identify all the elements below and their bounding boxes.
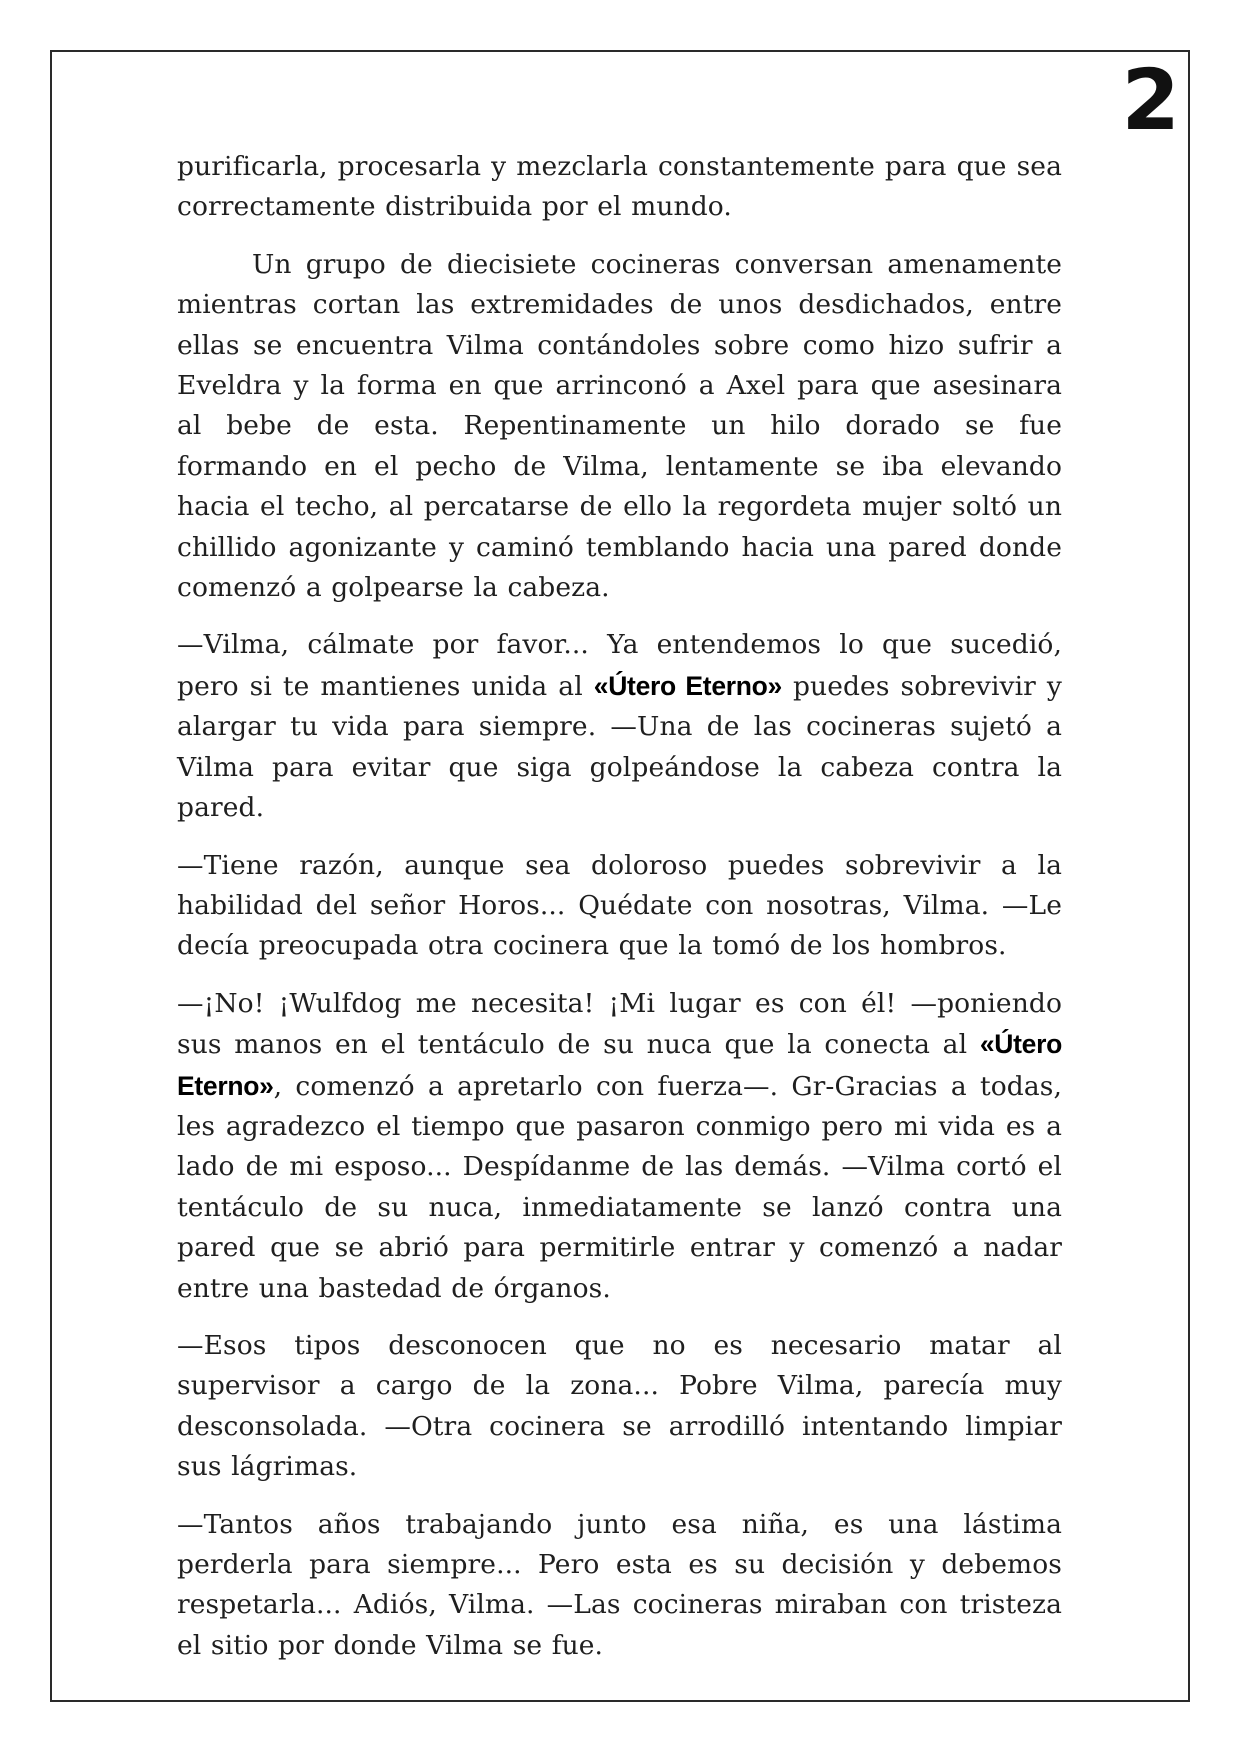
dialogue-paragraph (177, 625, 1062, 828)
page-number: 2 (1121, 51, 1180, 149)
dialogue-text: , comenzó a apretarlo con fuerza—. Gr-Gracias a todas, les agradezco el tiempo que pasaron conmigo pero mi vida es a lado de mi esposo... Despídanme de las demás. —Vilma cortó el tentáculo de su nuca, inmediatamente se lanzó contra una pared que se abrió para permitirle entrar y comenzó a nadar entre una bastedad de órganos. (177, 1070, 1062, 1304)
dialogue-paragraph: —Tiene razón, aunque sea doloroso puedes sobrevivir a la habilidad del señor Horos... Quédate con nosotras, Vilma. —Le decía preocupada otra cocinera que la tomó de los hombros. (177, 849, 1062, 962)
emphasized-term: «Útero Eterno» (593, 670, 782, 701)
dialogue-paragraph (177, 984, 1062, 1309)
dialogue-text: puedes sobrevivir y alargar tu vida para siempre. —Una de las cocineras sujetó a Vilma para evitar que siga golpeándose la cabeza contra la pared. (177, 670, 1063, 824)
emphasized-term: «Útero Eterno» (177, 1029, 1062, 1101)
dialogue-paragraph: —Esos tipos desconocen que no es necesario matar al supervisor a cargo de la zona... Pobre Vilma, parecía muy desconsolada. —Otra cocinera se arrodilló intentando limpiar sus lágrimas. (177, 1329, 1062, 1483)
paragraph: purificarla, procesarla y mezclarla constantemente para que sea correctamente distribuida por el mundo. (177, 151, 1062, 223)
dialogue-text: —¡No! ¡Wulfdog me necesita! ¡Mi lugar es con él! —poniendo sus manos en el tentáculo de su nuca que la conecta al (177, 987, 1062, 1061)
paragraph: Un grupo de diecisiete cocineras conversan amenamente mientras cortan las extremidades de unos desdichados, entre ellas se encuentra Vilma contándoles sobre como hizo sufrir a Eveldra y la forma en que arrinconó a Axel para que asesinara al bebe de esta. Repentinamente un hilo dorado se fue formando en el pecho de Vilma, lentamente se iba elevando hacia el techo, al percatarse de ello la regordeta mujer soltó un chillido agonizante y caminó temblando hacia una pared donde comenzó a golpearse la cabeza. (177, 248, 1062, 604)
dialogue-text: —Vilma, cálmate por favor... Ya entendemos lo que sucedió, pero si te mantienes unida al (177, 629, 1062, 702)
body-text (177, 147, 1062, 1683)
dialogue-paragraph: —Tantos años trabajando junto esa niña, es una lástima perderla para siempre... Pero esta es su decisión y debemos respetarla... Adiós, Vilma. —Las cocineras miraban con tristeza el sitio por donde Vilma se fue. (177, 1508, 1062, 1661)
